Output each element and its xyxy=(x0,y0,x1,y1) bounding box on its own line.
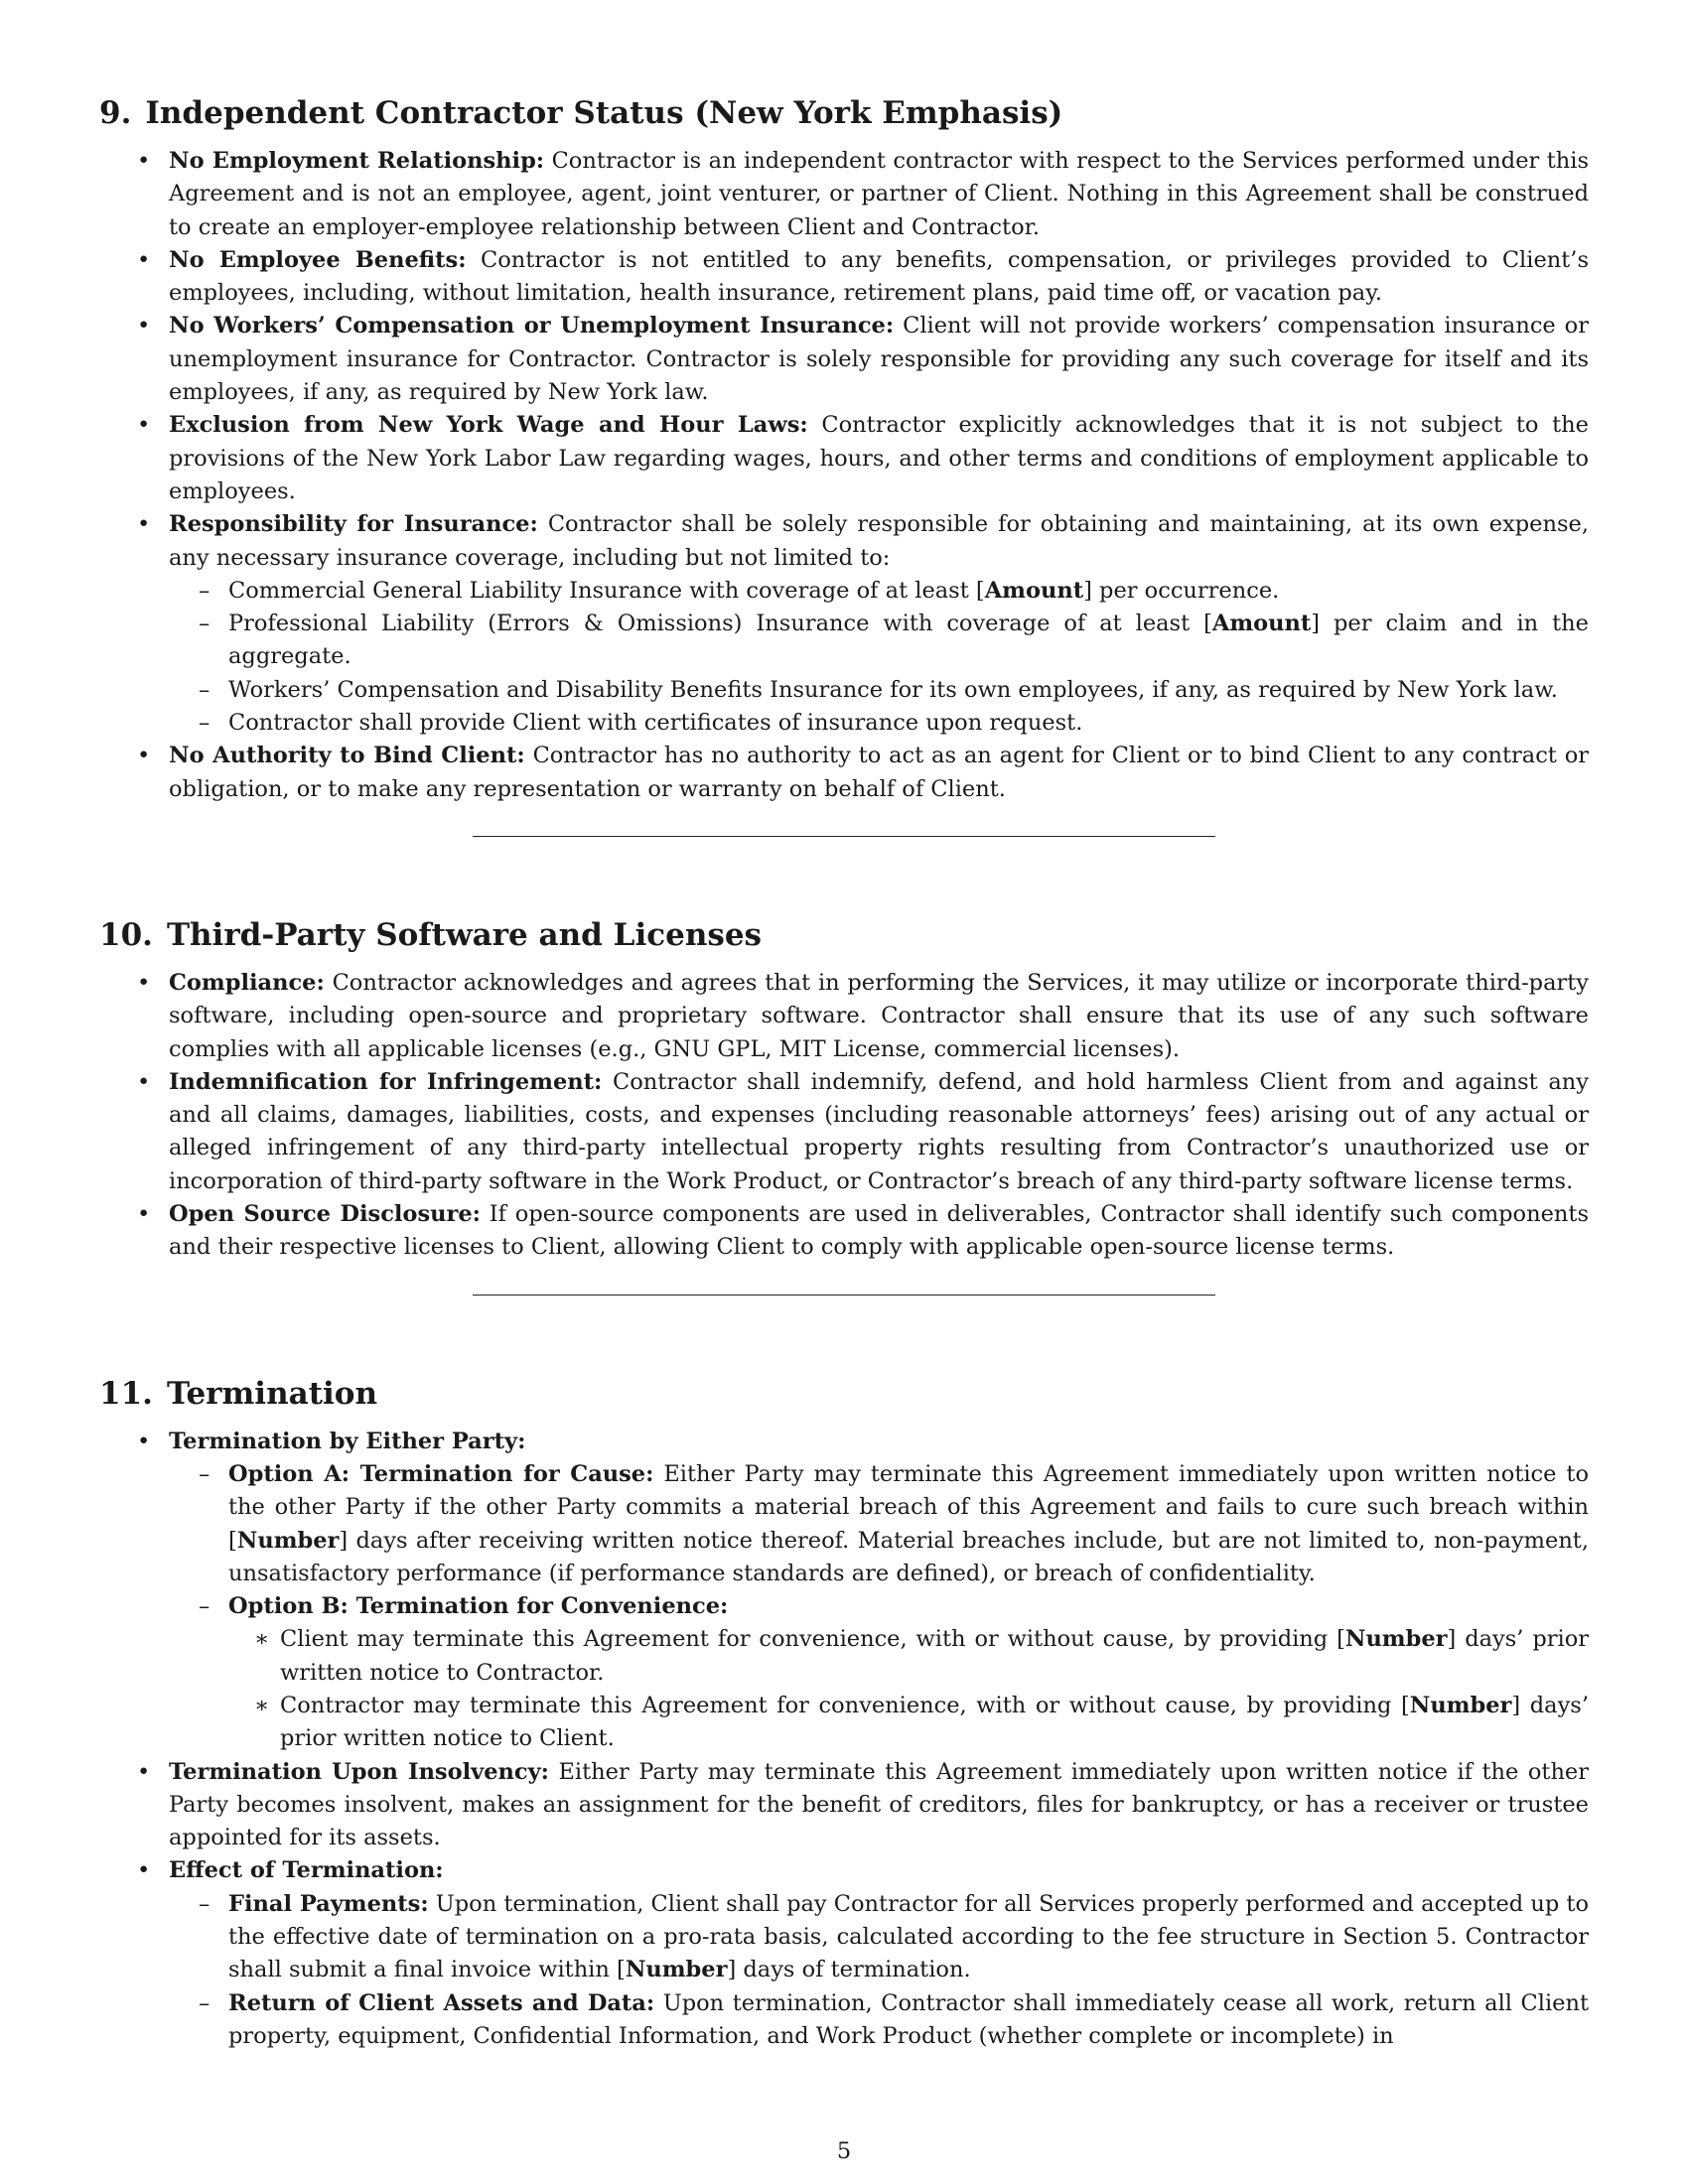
sublist-item: – Option B: Termination for Convenience: ∗ Client may terminate this Agreement for convenience, with or without cause, by providing [Number] days’ prior written notice to Contractor. ∗ Contractor may terminate this Agreement for convenience, with or without cause, by providing [Number] days’ prior written notice to Client. xyxy=(169,1590,1589,1755)
list-item: • No Employee Benefits: Contractor is not entitled to any benefits, compensation, or privileges provided to Client’s employees, including, without limitation, health insurance, retirement plans, paid time off, or vacation pay. xyxy=(99,244,1589,311)
sub-sublist-item: ∗ Contractor may terminate this Agreement for convenience, with or without cause, by providing [Number] days’ prior written notice to Client. xyxy=(228,1690,1589,1756)
list-item: • Open Source Disclosure: If open-source components are used in deliverables, Contractor shall identify such components and their respective licenses to Client, allowing Client to comply with applicable open-source license terms. xyxy=(99,1198,1589,1265)
list-item: • Termination Upon Insolvency: Either Party may terminate this Agreement immediately upon written notice if the other Party becomes insolvent, makes an assignment for the benefit of creditors, files for bankruptcy, or has a receiver or trustee appointed for its assets. xyxy=(99,1756,1589,1855)
sublist-item: – Workers’ Compensation and Disability Benefits Insurance for its own employees, if any, as required by New York law. xyxy=(169,674,1589,707)
section-heading: 10. Third-Party Software and Licenses xyxy=(99,916,762,953)
section-11-list xyxy=(99,1426,1589,2054)
page-number: 5 xyxy=(836,2138,852,2164)
section-10 xyxy=(99,915,1589,1265)
list-item: • Indemnification for Infringement: Contractor shall indemnify, defend, and hold harmless Client from and against any and all claims, damages, liabilities, costs, and expenses (including reasonable attorneys’ fees) arising out of any actual or alleged infringement of any third-party intellectual property rights resulting from Contractor’s unauthorized use or incorporation of third-party software in the Work Product, or Contractor’s breach of any third-party software license terms. xyxy=(99,1066,1589,1198)
section-9 xyxy=(99,93,1589,806)
termination-options xyxy=(169,1458,1589,1756)
sublist-item: – Option A: Termination for Cause: Either Party may terminate this Agreement immediately upon written notice to the other Party if the other Party commits a material breach of this Agreement and fails to cure such breach within [Number] days after receiving written notice thereof. Material breaches include, but are not limited to, non-payment, unsatisfactory performance (if performance standards are defined), or breach of confidentiality. xyxy=(169,1458,1589,1590)
document-content xyxy=(99,93,1589,2053)
sublist-item: – Return of Client Assets and Data: Upon termination, Contractor shall immediately cease all work, return all Client property, equipment, Confidential Information, and Work Product (whether complete or incomplete) in xyxy=(169,1987,1589,2054)
convenience-sublist xyxy=(228,1623,1589,1755)
section-divider-wrap xyxy=(99,1265,1589,1374)
sublist-item: – Commercial General Liability Insurance with coverage of at least [Amount] per occurrence. xyxy=(169,575,1589,608)
sublist-item: – Contractor shall provide Client with certificates of insurance upon request. xyxy=(169,707,1589,740)
section-divider xyxy=(473,1295,1215,1296)
sublist-item: – Professional Liability (Errors & Omissions) Insurance with coverage of at least [Amount] per claim and in the aggregate. xyxy=(169,608,1589,674)
sub-sublist-item: ∗ Client may terminate this Agreement for convenience, with or without cause, by providing [Number] days’ prior written notice to Contractor. xyxy=(228,1623,1589,1690)
list-item: • Termination by Either Party: – Option A: Termination for Cause: Either Party may terminate this Agreement immediately upon written notice to the other Party if the other Party commits a material breach of this Agreement and fails to cure such breach within [Number] days after receiving written notice thereof. Material breaches include, but are not limited to, non-payment, unsatisfactory performance (if performance standards are defined), or breach of confidentiality. – Option B: Termination for Convenience: ∗ Client may terminate this Agreement for convenience, with or without cause, by providing [Number] days’ prior written notice to Contractor. ∗ Contractor may terminate this Agreement for convenience, with or without cause, by providing [Number] days’ prior written notice to Client. xyxy=(99,1426,1589,1756)
section-divider xyxy=(473,836,1215,837)
list-item: • Compliance: Contractor acknowledges and agrees that in performing the Services, it may utilize or incorporate third-party software, including open-source and proprietary software. Contractor shall ensure that its use of any such software complies with all applicable licenses (e.g., GNU GPL, MIT License, commercial licenses). xyxy=(99,967,1589,1066)
section-10-list xyxy=(99,967,1589,1265)
list-item: • Effect of Termination: – Final Payments: Upon termination, Client shall pay Contractor for all Services properly performed and accepted up to the effective date of termination on a pro-rata basis, calculated according to the fee structure in Section 5. Contractor shall submit a final invoice within [Number] days of termination. – Return of Client Assets and Data: Upon termination, Contractor shall immediately cease all work, return all Client property, equipment, Confidential Information, and Work Product (whether complete or incomplete) in xyxy=(99,1854,1589,2053)
effect-sublist xyxy=(169,1888,1589,2053)
list-item: • Exclusion from New York Wage and Hour Laws: Contractor explicitly acknowledges that it is not subject to the provisions of the New York Labor Law regarding wages, hours, and other terms and conditions of employment applicable to employees. xyxy=(99,409,1589,508)
list-item: • Responsibility for Insurance: Contractor shall be solely responsible for obtaining and maintaining, at its own expense, any necessary insurance coverage, including but not limited to: – Commercial General Liability Insurance with coverage of at least [Amount] per occurrence. – Professional Liability (Errors & Omissions) Insurance with coverage of at least [Amount] per claim and in the aggregate. – Workers’ Compensation and Disability Benefits Insurance for its own employees, if any, as required by New York law. – Contractor shall provide Client with certificates of insurance upon request. xyxy=(99,508,1589,740)
section-divider-wrap xyxy=(99,806,1589,915)
list-item: • No Authority to Bind Client: Contractor has no authority to act as an agent for Client or to bind Client to any contract or obligation, or to make any representation or warranty on behalf of Client. xyxy=(99,740,1589,806)
section-11 xyxy=(99,1374,1589,2054)
sublist-item: – Final Payments: Upon termination, Client shall pay Contractor for all Services properly performed and accepted up to the effective date of termination on a pro-rata basis, calculated according to the fee structure in Section 5. Contractor shall submit a final invoice within [Number] days of termination. xyxy=(169,1888,1589,1987)
section-heading: 11. Termination xyxy=(99,1375,378,1412)
list-item: • No Employment Relationship: Contractor is an independent contractor with respect to the Services performed under this Agreement and is not an employee, agent, joint venturer, or partner of Client. Nothing in this Agreement shall be construed to create an employer-employee relationship between Client and Contractor. xyxy=(99,145,1589,244)
insurance-sublist xyxy=(169,575,1589,740)
section-heading: 9. Independent Contractor Status (New York Emphasis) xyxy=(99,95,1063,131)
list-item: • No Workers’ Compensation or Unemployment Insurance: Client will not provide workers’ compensation insurance or unemployment insurance for Contractor. Contractor is solely responsible for providing any such coverage for itself and its employees, if any, as required by New York law. xyxy=(99,310,1589,409)
section-9-list xyxy=(99,145,1589,806)
